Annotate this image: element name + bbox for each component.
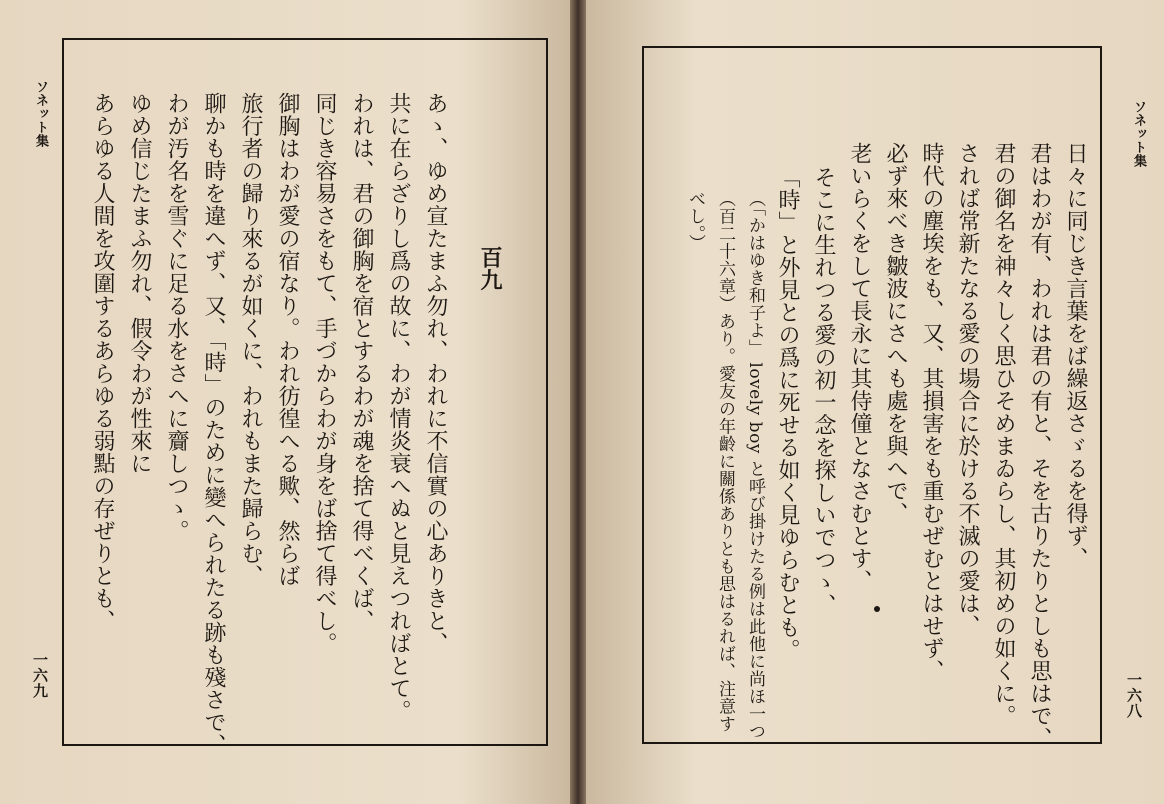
left-line-10: あらゆる人間を攻圍するあらゆる弱點の存ぜりとも、 [90, 92, 115, 632]
left-line-2: 共に在らざりし爲の故に、わが情炎衰へぬと見えつればとて。 [386, 92, 411, 722]
note-line-3: べし。） [685, 190, 705, 252]
left-line-8: わが汚名を雪ぐに足る水をさへに齎しつゝ。 [164, 92, 189, 542]
right-line-7: 老いらくをして長永に其侍僮となさむとす、 [847, 142, 872, 592]
left-page-number: 一六九 [31, 652, 49, 699]
left-line-6: 旅行者の歸り來るが如くに、われもまた歸らむ、 [238, 92, 263, 587]
right-line-4: されば常新たなる愛の場合に於ける不滅の愛は、 [955, 142, 980, 637]
right-running-header: ソネット集 [1131, 100, 1146, 168]
left-running-header: ソネット集 [33, 80, 48, 148]
left-line-9: ゆめ信じたまふ勿れ、假令わが性來に [127, 92, 152, 475]
right-line-8: そこに生れつる愛の初一念を探しいでつゝ、 [811, 166, 836, 616]
right-line-3: 君の御名を神々しく思ひそめまゐらし、其初めの如くに。 [991, 142, 1016, 727]
right-line-5: 時代の塵埃をも、又、其損害をも重むぜむとはせず、 [919, 142, 944, 682]
note-line-2: （百二十六章）あり。愛友の年齡に關係ありとも思はるれば、注意す [715, 190, 735, 733]
left-line-5: 御胸はわが愛の宿なり。われ彷徨へる歟、然らば [275, 92, 300, 587]
sonnet-heading: 百九 [477, 246, 503, 291]
left-line-3: われは、君の御胸を宿とするわが魂を捨て得べくば、 [349, 92, 374, 632]
left-line-7: 聊かも時を違へず、又、「時」のために變へられたる跡も殘さで、 [201, 92, 226, 756]
left-line-4: 同じき容易さをもて、手づからわが身をば捨て得べし。 [312, 92, 337, 655]
right-line-1: 日々に同じき言葉をば繰返さゞるを得ず、 [1063, 142, 1088, 570]
right-page-number: 一六八 [1125, 672, 1143, 719]
ink-speck [874, 606, 880, 612]
right-line-9: 「時」と外見との爲に死せる如く見ゆらむとも。 [775, 166, 800, 661]
left-line-1: あゝ、ゆめ宣たまふ勿れ、われに不信實の心ありきと、 [423, 92, 448, 655]
right-line-2: 君はわが有、われは君の有と、そを古りたりとしも思はで、 [1027, 142, 1052, 750]
right-line-6: 必ず來べき皺波にさへも處を與へで、 [883, 142, 908, 525]
book-gutter [570, 0, 586, 804]
note-line-1: （「かはゆき和子よ」 lovely boy と呼び掛けたる例は此他に尚ほ一つ [745, 190, 765, 740]
